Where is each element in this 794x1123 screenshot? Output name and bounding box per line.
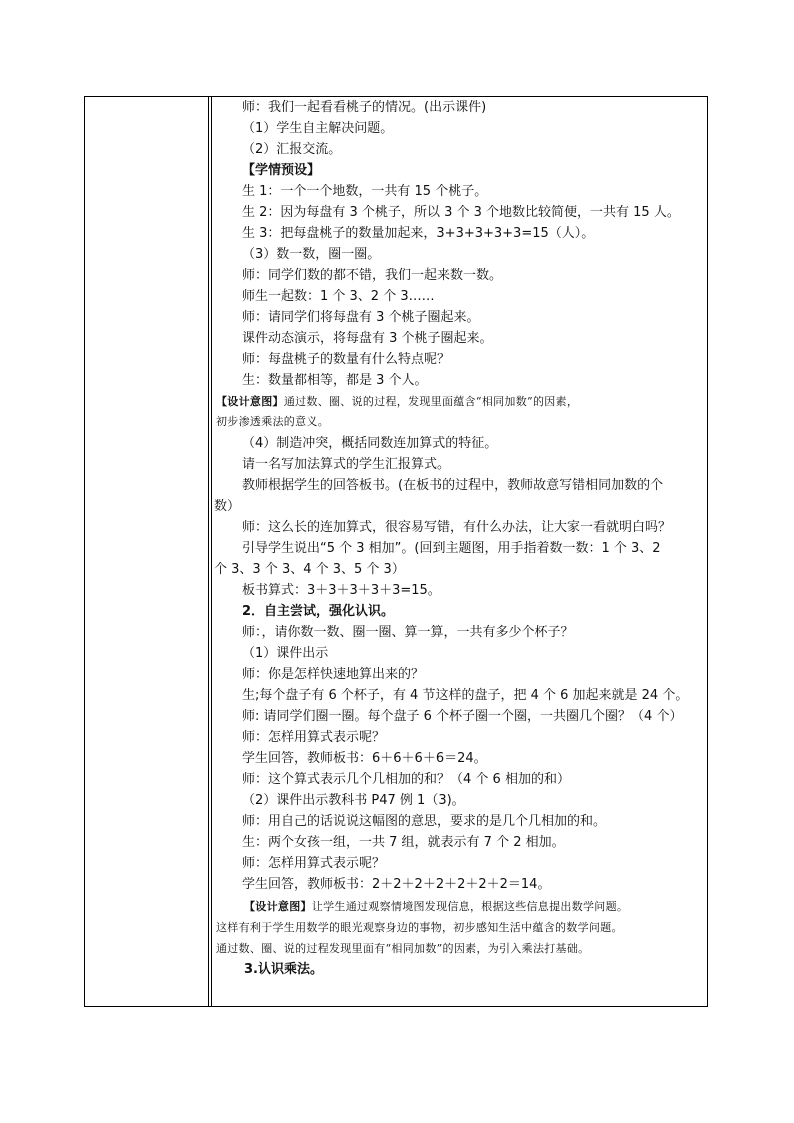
text-line: 生 1：一个一个地数，一共有 15 个桃子。 bbox=[242, 184, 488, 199]
text-line: 个 3、3 个 3、4 个 3、5 个 3） bbox=[214, 562, 405, 577]
column-divider bbox=[208, 97, 209, 1006]
text-line: 生 2：因为每盘有 3 个桃子，所以 3 个 3 个地数比较简便，一共有 15 人。 bbox=[242, 205, 680, 220]
design-intent-tag: 【设计意图】 bbox=[216, 395, 284, 408]
text-line: 板书算式：3＋3＋3＋3＋3=15。 bbox=[242, 583, 441, 598]
text-line: 引导学生说出“5 个 3 相加”。(回到主题图，用手指着数一数：1 个 3、2 bbox=[242, 541, 661, 556]
text-line: （1）课件出示 bbox=[242, 646, 329, 661]
design-intent-line: 通过数、圈、说的过程发现里面有“相同加数”的因素，为引入乘法打基础。 bbox=[216, 942, 590, 955]
text-line: 生 3：把每盘桃子的数量加起来，3+3+3+3+3=15（人）。 bbox=[242, 226, 595, 241]
section-heading: 2．自主尝试，强化认识。 bbox=[242, 604, 395, 619]
text-line: 课件动态演示，将每盘有 3 个桃子圈起来。 bbox=[242, 331, 493, 346]
text-line: 学生回答，教师板书：2＋2＋2＋2＋2＋2＋2＝14。 bbox=[242, 877, 551, 892]
text-line: 师：用自己的话说说这幅图的意思，要求的是几个几相加的和。 bbox=[242, 814, 607, 829]
section-heading: 3.认识乘法。 bbox=[244, 962, 323, 977]
text-line: 师：我们一起看看桃子的情况。(出示课件) bbox=[242, 100, 487, 115]
text-line: （2）课件出示教科书 P47 例 1（3)。 bbox=[242, 793, 465, 808]
text-line: 生：数量都相等，都是 3 个人。 bbox=[242, 373, 428, 388]
text-line: （4）制造冲突，概括同数连加算式的特征。 bbox=[242, 436, 498, 451]
text-line: 教师根据学生的回答板书。(在板书的过程中，教师故意写错相同加数的个 bbox=[242, 478, 664, 493]
text-line: （3）数一数，圈一圈。 bbox=[242, 247, 381, 262]
design-intent-line: 【设计意图】让学生通过观察情境图发现信息，根据这些信息提出数学问题。 bbox=[244, 900, 629, 913]
text-line: 师：，请你数一数、圈一圈、算一算，一共有多少个杯子？ bbox=[242, 625, 574, 640]
text-line: （1）学生自主解决问题。 bbox=[242, 121, 394, 136]
text-line: 师：这么长的连加算式，很容易写错，有什么办法，让大家一看就明白吗？ bbox=[242, 520, 672, 535]
text-line: 请一名写加法算式的学生汇报算式。 bbox=[242, 457, 451, 472]
text-line: 师：怎样用算式表示呢？ bbox=[242, 856, 386, 871]
column-divider bbox=[211, 97, 212, 1006]
text-line: 生：两个女孩一组，一共 7 组，就表示有 7 个 2 相加。 bbox=[242, 835, 565, 850]
text-line: 师：你是怎样快速地算出来的？ bbox=[242, 667, 425, 682]
text-line: （2）汇报交流。 bbox=[242, 142, 342, 157]
text-line: 师生一起数：1 个 3、2 个 3…… bbox=[242, 289, 435, 304]
design-intent-line: 这样有利于学生用数学的眼光观察身边的事物，初步感知生活中蕴含的数学问题。 bbox=[216, 921, 623, 934]
design-intent-line: 初步渗透乘法的意义。 bbox=[216, 415, 329, 428]
text-line: 师：同学们数的都不错，我们一起来数一数。 bbox=[242, 268, 503, 283]
text-line: 师: 请同学们圈一圈。每个盘子 6 个杯子圈一个圈，一共圈几个圈？（4 个） bbox=[242, 709, 683, 724]
text-line: 师：这个算式表示几个几相加的和？（4 个 6 相加的和） bbox=[242, 772, 570, 787]
text-line: 生;每个盘子有 6 个杯子，有 4 节这样的盘子，把 4 个 6 加起来就是 24 个。 bbox=[242, 688, 689, 703]
design-intent-tag: 【设计意图】 bbox=[244, 900, 312, 913]
text-line: 师：请同学们将每盘有 3 个桃子圈起来。 bbox=[242, 310, 480, 325]
text-line: 师：每盘桃子的数量有什么特点呢？ bbox=[242, 352, 451, 367]
text-line: 师：怎样用算式表示呢？ bbox=[242, 730, 386, 745]
design-intent-line: 【设计意图】通过数、圈、说的过程，发现里面蕴含“相同加数”的因素， bbox=[216, 395, 579, 408]
text-line: 学生回答，教师板书：6＋6＋6＋6＝24。 bbox=[242, 751, 487, 766]
section-heading: 【学情预设】 bbox=[242, 163, 321, 178]
text-line: 数） bbox=[214, 499, 241, 514]
